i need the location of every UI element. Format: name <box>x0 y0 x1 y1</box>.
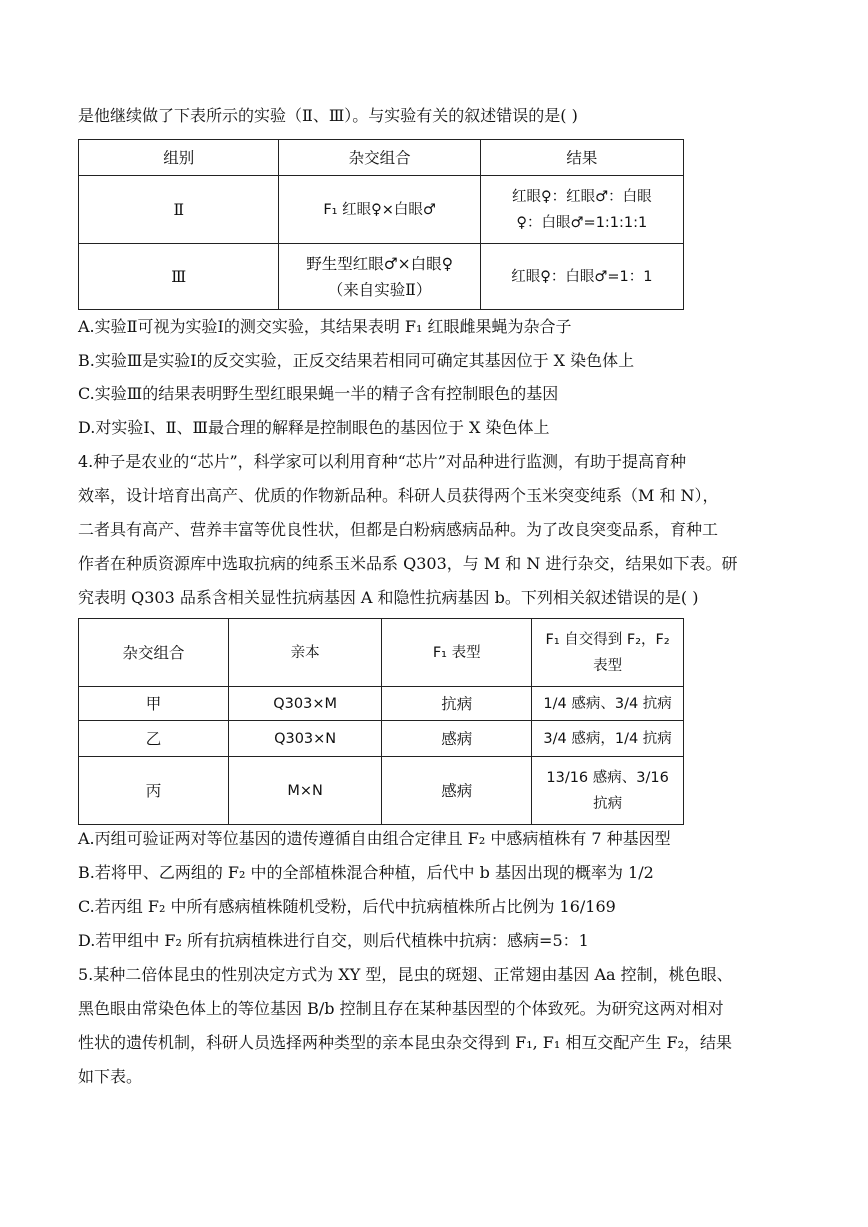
cell-parents: Q303×M <box>229 687 382 721</box>
header-f1: F₁ 表型 <box>382 619 532 687</box>
cell-result-line: ♀：白眼♂=1:1:1:1 <box>516 214 648 231</box>
question-5-line: 性状的遗传机制，科研人员选择两种类型的亲本昆虫杂交得到 F₁, F₁ 相互交配产生 F₂，结果 <box>78 1033 732 1052</box>
experiment-table <box>78 139 684 310</box>
cell-group: Ⅲ <box>79 244 279 310</box>
cell-f1: 感病 <box>382 721 532 757</box>
cell-f2 <box>532 757 684 825</box>
question-5-line: 黑色眼由常染色体上的等位基因 B/b 控制且存在某种基因型的个体致死。为研究这两对相对 <box>78 999 724 1018</box>
cell-cross-line: 野生型红眼♂×白眼♀ <box>306 254 453 273</box>
table-row <box>79 244 684 310</box>
option-d: D.若甲组中 F₂ 所有抗病植株进行自交，则后代植株中抗病：感病=5：1 <box>78 931 589 950</box>
cell-cross <box>279 244 480 310</box>
cell-group: 丙 <box>79 757 229 825</box>
header-f2 <box>532 619 684 687</box>
question-4-line: 效率，设计培育出高产、优质的作物新品种。科研人员获得两个玉米突变纯系（M 和 N）， <box>78 486 719 505</box>
header-result: 结果 <box>480 140 683 176</box>
intro-text: 是他继续做了下表所示的实验（Ⅱ、Ⅲ）。与实验有关的叙述错误的是( ) <box>78 106 578 125</box>
header-group: 组别 <box>79 140 279 176</box>
table-row <box>79 721 684 757</box>
cell-f1: 抗病 <box>382 687 532 721</box>
header-cross: 杂交组合 <box>279 140 480 176</box>
cell-f2-line: 抗病 <box>593 795 623 812</box>
cell-result <box>480 176 683 244</box>
cell-f2: 1/4 感病、3/4 抗病 <box>532 687 684 721</box>
header-parents: 亲本 <box>229 619 382 687</box>
question-4-line: 究表明 Q303 品系含相关显性抗病基因 A 和隐性抗病基因 b。下列相关叙述错误的是( ) <box>78 588 699 607</box>
table-row <box>79 687 684 721</box>
cell-result-line: 红眼♀：红眼♂：白眼 <box>512 188 652 205</box>
header-cross-group: 杂交组合 <box>79 619 229 687</box>
cell-result: 红眼♀：白眼♂=1：1 <box>480 244 683 310</box>
question-4-line: 作者在种质资源库中选取抗病的纯系玉米品系 Q303，与 M 和 N 进行杂交，结果如下表。研 <box>78 554 738 573</box>
option-c: C.实验Ⅲ的结果表明野生型红眼果蝇一半的精子含有控制眼色的基因 <box>78 384 559 403</box>
option-a: A.实验Ⅱ可视为实验Ⅰ的测交实验，其结果表明 F₁ 红眼雌果蝇为杂合子 <box>78 317 572 336</box>
cell-cross-line: （来自实验Ⅱ） <box>327 280 432 299</box>
option-c: C.若丙组 F₂ 中所有感病植株随机受粉，后代中抗病植株所占比例为 16/169 <box>78 897 616 916</box>
cell-parents: Q303×N <box>229 721 382 757</box>
question-5-line: 5.某种二倍体昆虫的性别决定方式为 XY 型，昆虫的斑翅、正常翅由基因 Aa 控制，桃色眼、 <box>78 965 733 984</box>
option-b: B.实验Ⅲ是实验Ⅰ的反交实验，正反交结果若相同可确定其基因位于 X 染色体上 <box>78 351 635 370</box>
cell-f1: 感病 <box>382 757 532 825</box>
cross-table <box>78 618 684 825</box>
option-b: B.若将甲、乙两组的 F₂ 中的全部植株混合种植，后代中 b 基因出现的概率为 1/2 <box>78 863 654 882</box>
header-f2-line: F₁ 自交得到 F₂，F₂ <box>545 631 670 648</box>
table-row <box>79 757 684 825</box>
question-5-line: 如下表。 <box>78 1067 143 1086</box>
cell-f2: 3/4 感病，1/4 抗病 <box>532 721 684 757</box>
cell-group: Ⅱ <box>79 176 279 244</box>
option-a: A.丙组可验证两对等位基因的遗传遵循自由组合定律且 F₂ 中感病植株有 7 种基因型 <box>78 829 671 848</box>
header-f2-line: 表型 <box>593 657 623 674</box>
cell-cross: F₁ 红眼♀×白眼♂ <box>279 176 480 244</box>
question-4-line: 4.种子是农业的“芯片”，科学家可以利用育种“芯片”对品种进行监测，有助于提高育种 <box>78 452 686 471</box>
option-d: D.对实验Ⅰ、Ⅱ、Ⅲ最合理的解释是控制眼色的基因位于 X 染色体上 <box>78 418 550 437</box>
table-row <box>79 176 684 244</box>
cell-group: 甲 <box>79 687 229 721</box>
question-4-line: 二者具有高产、营养丰富等优良性状，但都是白粉病感病品种。为了改良突变品系，育种工 <box>78 520 719 539</box>
cell-parents: M×N <box>229 757 382 825</box>
cell-group: 乙 <box>79 721 229 757</box>
cell-f2-line: 13/16 感病、3/16 <box>546 769 669 786</box>
